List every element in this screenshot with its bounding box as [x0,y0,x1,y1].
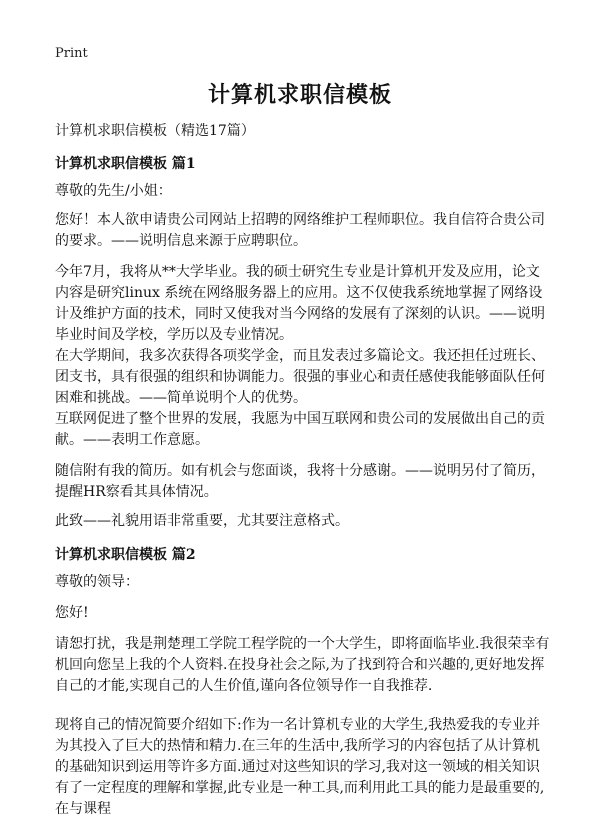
section-heading-2: 计算机求职信模板 篇2 [55,547,196,563]
paragraph: 尊敬的领导： [55,574,139,590]
paragraph: 互联网促进了整个世界的发展，我愿为中国互联网和贵公司的发展做出自己的贡献。——表明工作意愿。 [55,411,545,448]
document-title: 计算机求职信模板 [207,83,392,108]
paragraph: 您好! [55,605,89,621]
section-heading-1: 计算机求职信模板 篇1 [55,156,196,172]
paragraph: 您好！本人欲申请贵公司网站上招聘的网络维护工程师职位。我自信符合贵公司的要求。——说明信息来源于应聘职位。 [55,212,545,249]
paragraph: 此致——礼貌用语非常重要，尤其要注意格式。 [55,513,349,529]
paragraph: 尊敬的先生/小姐： [55,183,172,199]
document-subtitle: 计算机求职信模板（精选17篇） [55,123,255,139]
paragraph: 随信附有我的简历。如有机会与您面谈，我将十分感谢。——说明另付了简历，提醒HR察看其具体情况。 [55,463,545,500]
paragraph: 今年7月，我将从**大学毕业。我的硕士研究生专业是计算机开发及应用，论文内容是研究linux 系统在网络服务器上的应用。这不仅使我系统地掌握了网络设计及维护方面的技术，同时又使我对当今网络的发展有了深刻的认识。——说明毕业时间及学校，学历以及专业情况。 [55,264,545,343]
paragraph: 在大学期间，我多次获得各项奖学金，而且发表过多篇论文。我还担任过班长、团支书，具有很强的组织和协调能力。很强的事业心和责任感使我能够面队任何困难和挑战。——简单说明个人的优势。 [55,348,545,406]
paragraph: 现将自己的情况简要介绍如下:作为一名计算机专业的大学生,我热爱我的专业并为其投入了巨大的热情和精力.在三年的生活中,我所学习的内容包括了从计算机的基础知识到运用等许多方面.通过对这些知识的学习,我对这一领域的相关知识有了一定程度的理解和掌握,此专业是一种工具,而利用此工具的能力是最重要的,在与课程 [55,717,545,817]
print-link[interactable]: Print [55,46,88,61]
paragraph: 请恕打扰，我是荆楚理工学院工程学院的一个大学生，即将面临毕业.我很荣幸有机回向您呈上我的个人资料.在投身社会之际,为了找到符合和兴趣的,更好地发挥自己的才能,实现自己的人生价值,谨向各位领导作一自我推荐. [55,636,550,694]
